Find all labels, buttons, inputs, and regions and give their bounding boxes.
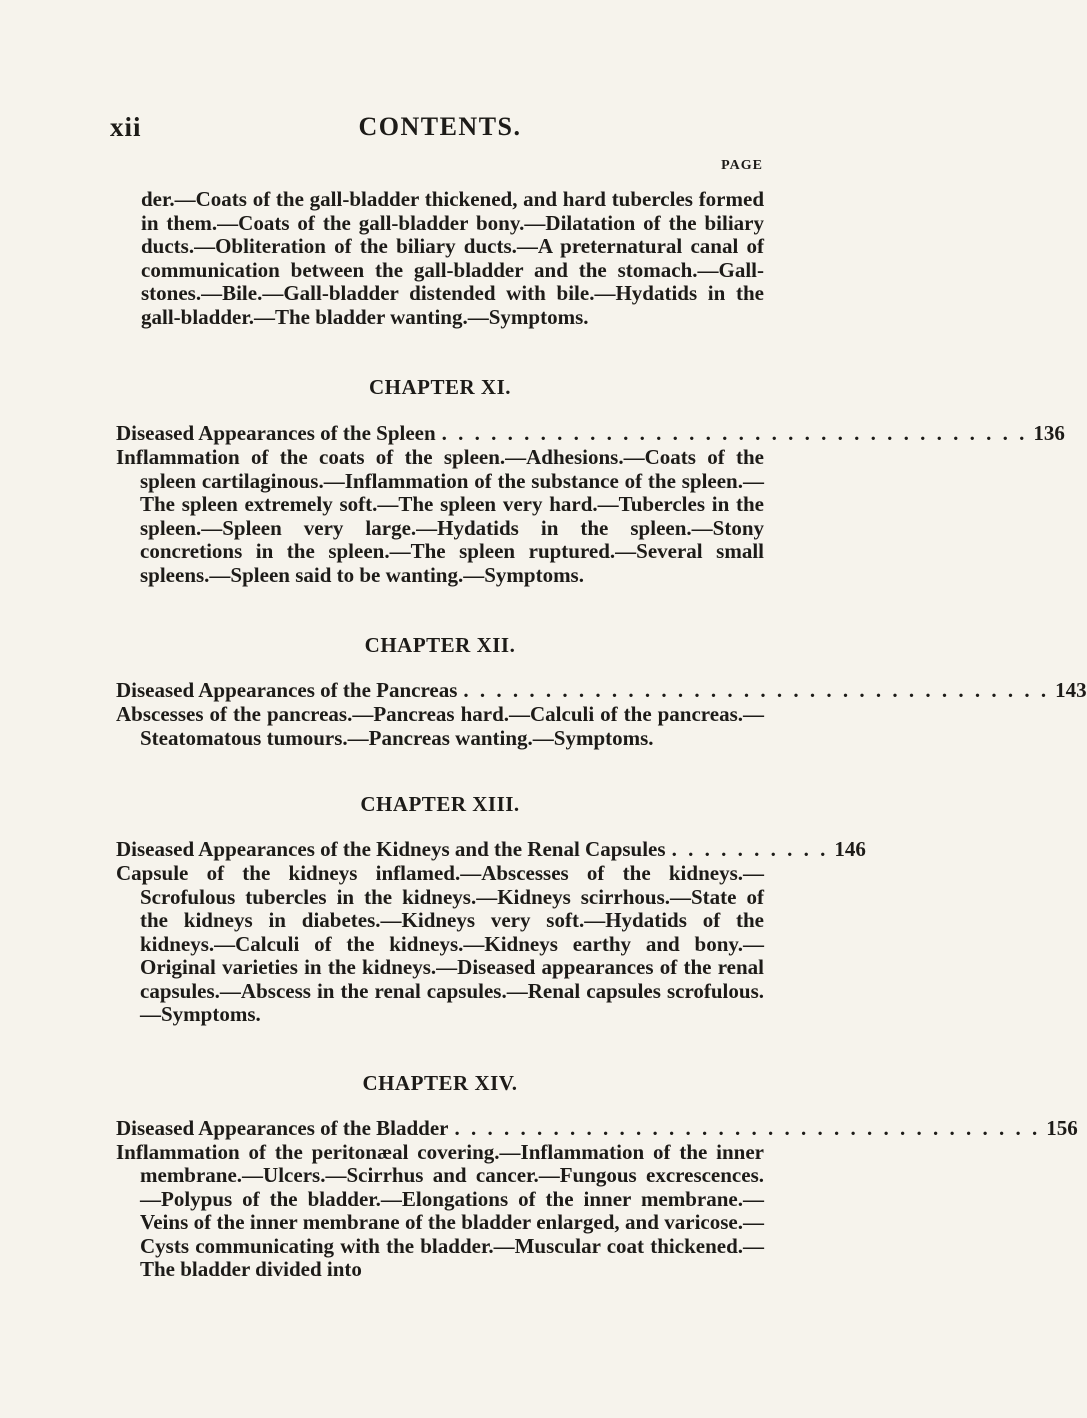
dot-leader: . . . . . . . . . . . . . . . . . . . . . . . . . . . . . . . . . . . . — [463, 678, 1050, 702]
chapter-summary-xii: Abscesses of the pancreas.—Pancreas hard.—Calculi of the pancreas.—Steatomatous tumours.—Pancreas wanting.—Symptoms. — [116, 702, 764, 750]
chapter-summary-xiii: Capsule of the kidneys inflamed.—Abscesses of the kidneys.—Scrofulous tubercles in the kidneys.—Kidneys scirrhous.—State of the kidneys in diabetes.—Kidneys very soft.—Hydatids of the kidneys.—Calculi of the kidneys.—Kidneys earthy and bony.—Original varieties in the kidneys.—Diseased appearances of the renal capsules.—Abscess in the renal capsules.—Renal capsules scrofulous.—Symptoms. — [116, 861, 764, 1026]
dot-leader: . . . . . . . . . . — [671, 837, 829, 861]
dot-leader: . . . . . . . . . . . . . . . . . . . . . . . . . . . . . . . . . . . . — [454, 1115, 1041, 1140]
entry-title: Diseased Appearances of the Bladder — [116, 1115, 449, 1140]
running-head — [110, 112, 760, 152]
entry-page-number: 156 — [1046, 1115, 1078, 1140]
page-numeral: xii — [110, 112, 142, 142]
contents-body — [116, 180, 1087, 1282]
entry-page-number: 146 — [834, 837, 866, 861]
chapter-heading-xi: CHAPTER XI. — [368, 375, 511, 399]
entry-title: Diseased Appearances of the Pancreas — [116, 678, 458, 702]
running-title: CONTENTS. — [358, 112, 522, 141]
entry-page-number: 143 — [1055, 678, 1087, 702]
page-column-label: PAGE — [721, 158, 763, 173]
chapter-summary-xiv: Inflammation of the peritonæal covering.—Inflammation of the inner membrane.—Ulcers.—Scirrhus and cancer.—Fungous excrescences.—Polypus of the bladder.—Elongations of the inner membrane.—Veins of the inner membrane of the bladder enlarged, and varicose.—Cysts communicating with the bladder.—Muscular coat thickened.—The bladder divided into — [116, 1139, 764, 1281]
toc-entry-kidneys[interactable] — [116, 837, 866, 861]
entry-title: Diseased Appearances of the Kidneys and the Renal Capsules — [116, 837, 666, 861]
chapter-summary-xi: Inflammation of the coats of the spleen.—Adhesions.—Coats of the spleen cartilaginous.—Inflammation of the substance of the spleen.—The spleen extremely soft.—The spleen very hard.—Tubercles in the spleen.—Spleen very large.—Hydatids in the spleen.—Stony concretions in the spleen.—The spleen ruptured.—Several small spleens.—Spleen said to be wanting.—Symptoms. — [116, 445, 764, 587]
entry-page-number: 136 — [1033, 421, 1065, 445]
toc-entry-bladder[interactable] — [116, 1115, 1078, 1140]
toc-entry-pancreas[interactable] — [116, 678, 1087, 702]
chapter-heading-xiii: CHAPTER XIII. — [360, 792, 520, 816]
toc-entry-spleen[interactable] — [116, 421, 1065, 445]
entry-title: Diseased Appearances of the Spleen — [116, 421, 436, 445]
continuation-paragraph: der.—Coats of the gall-bladder thickened, and hard tubercles formed in them.—Coats of the gall-bladder bony.—Dilatation of the biliary ducts.—Obliteration of the biliary ducts.—A preternatural canal of communication between the gall-bladder and the stomach.—Gall-stones.—Bile.—Gall-bladder distended with bile.—Hydatids in the gall-bladder.—The bladder wanting.—Symptoms. — [141, 187, 764, 329]
chapter-heading-xiv: CHAPTER XIV. — [362, 1070, 518, 1095]
chapter-heading-xii: CHAPTER XII. — [364, 633, 516, 657]
dot-leader: . . . . . . . . . . . . . . . . . . . . . . . . . . . . . . . . . . . . — [441, 421, 1028, 445]
